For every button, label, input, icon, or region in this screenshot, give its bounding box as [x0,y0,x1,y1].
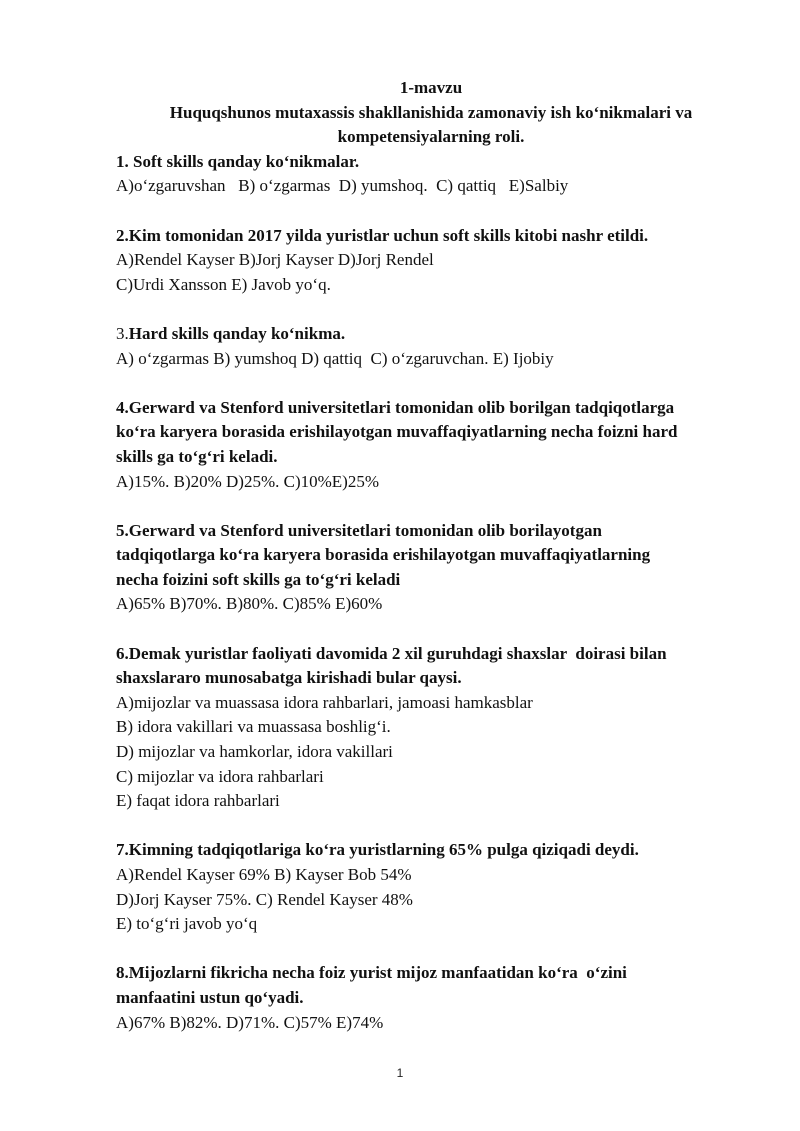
question-block [116,519,746,617]
answer-options-line: A)mijozlar va muassasa idora rahbarlari, jamoasi hamkasblar [116,692,533,712]
question-title-line [116,420,746,445]
question-block [116,322,746,371]
question-spacer [116,937,746,962]
question-title-text: 4.Gerward va Stenford universitetlari tomonidan olib borilgan tadqiqotlarga [116,397,675,417]
question-title-line [116,568,746,593]
question-title-text: manfaatini ustun qo‘yadi. [116,987,304,1007]
question-title-text: 2.Kim tomonidan 2017 yilda yuristlar uchun soft skills kitobi nashr etildi. [116,225,649,245]
answer-options-line: D) mijozlar va hamkorlar, idora vakillari [116,742,393,762]
title-line-1: Huquqshunos mutaxassis shakllanishida zamonaviy ish ko‘nikmalari va [169,102,693,122]
answer-options-line: A)67% B)82%. D)71%. C)57% E)74% [116,1012,384,1032]
question-block [116,838,746,936]
question-spacer [116,371,746,396]
question-title-line [116,961,746,986]
question-spacer [116,617,746,642]
question-block [116,150,746,199]
question-title-line [116,396,746,421]
answer-options-line: E) faqat idora rahbarlari [116,791,280,811]
answer-options-line: B) idora vakillari va muassasa boshlig‘i. [116,717,391,737]
question-spacer [116,297,746,322]
question-block [116,396,746,494]
question-title-text: skills ga to‘g‘ri keladi. [116,446,278,466]
question-title-text: 8.Mijozlarni fikricha necha foiz yurist mijoz manfaatidan ko‘ra o‘zini [116,963,627,983]
question-title-text: shaxslararo munosabatga kirishadi bular qaysi. [116,668,462,688]
answer-options-line: A)Rendel Kayser 69% B) Kayser Bob 54% [116,865,412,884]
page-number: 1 [396,1066,404,1080]
answer-options-line: A)65% B)70%. B)80%. C)85% E)60% [116,594,383,614]
topic-heading: 1-mavzu [399,78,463,97]
question-spacer [116,814,746,839]
question-block [116,961,746,1035]
answer-options-line: A)15%. B)20% D)25%. C)10%E)25% [116,471,379,491]
question-title-line [116,322,746,347]
answer-options-line: D)Jorj Kayser 75%. C) Rendel Kayser 48% [116,889,413,909]
question-title-line [116,224,746,249]
question-title-text: Hard skills qanday ko‘nikma. [128,323,346,343]
question-title-text: 5.Gerward va Stenford universitetlari tomonidan olib borilayotgan [116,520,602,540]
question-block [116,224,746,298]
answer-options-line: C) mijozlar va idora rahbarlari [116,766,324,786]
question-title-text: 7.Kimning tadqiqotlariga ko‘ra yuristlarning 65% pulga qiziqadi deydi. [116,840,639,860]
question-spacer [116,494,746,519]
question-spacer [116,199,746,224]
answer-options-line: C)Urdi Xansson E) Javob yo‘q. [116,274,331,294]
question-number: 3. [116,323,129,343]
question-title-line [116,445,746,470]
question-title-line [116,986,746,1011]
question-title-line [116,150,746,175]
question-block [116,642,746,814]
question-title-text: tadqiqotlarga ko‘ra karyera borasida erishilayotgan muvaffaqiyatlarning [116,545,651,565]
answer-options-line: A)o‘zgaruvshan B) o‘zgarmas D) yumshoq. C) qattiq E)Salbiy [116,176,569,196]
question-title-line [116,838,746,863]
title-line-2: kompetensiyalarning roli. [337,127,525,147]
answer-options-line: A)Rendel Kayser B)Jorj Kayser D)Jorj Rendel [116,250,434,270]
question-title-text: 6.Demak yuristlar faoliyati davomida 2 xil guruhdagi shaxslar doirasi bilan [116,643,667,663]
question-title-text: ko‘ra karyera borasida erishilayotgan muvaffaqiyatlarning necha foizni hard [116,422,678,442]
question-title-line [116,642,746,667]
questions-list [116,150,746,1035]
question-title-text: 1. Soft skills qanday ko‘nikmalar. [116,151,360,171]
answer-options-line: A) o‘zgarmas B) yumshoq D) qattiq C) o‘zgaruvchan. E) Ijobiy [116,348,554,368]
document-content [116,76,746,1035]
question-title-line [116,543,746,568]
question-title-line [116,519,746,544]
answer-options-line: E) to‘g‘ri javob yo‘q [116,914,258,934]
question-title-text: necha foizini soft skills ga to‘g‘ri keladi [116,569,401,589]
question-title-line [116,666,746,691]
